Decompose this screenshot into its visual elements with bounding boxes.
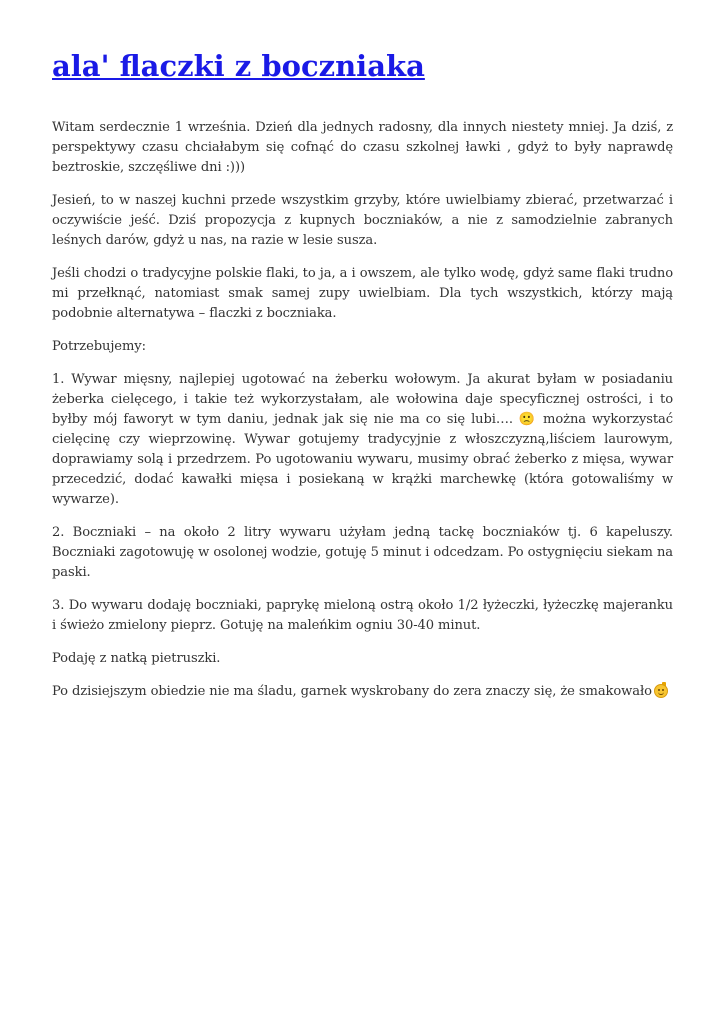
flaki-paragraph: Jeśli chodzi o tradycyjne polskie flaki, to ja, a i owszem, ale tylko wodę, gdyż same flaki trudno mi przełknąć, natomiast smak samej zupy uwielbiam. Dla tych wszystkich, którzy mają podobnie alternatywa – flaczki z boczniaka. [52,266,673,321]
intro-paragraph: Witam serdecznie 1 września. Dzień dla jednych radosny, dla innych niestety mniej. Ja dziś, z perspektywy czasu chciałabym się cofnąć do czasu szkolnej ławki , gdyż to były naprawdę beztroskie, szczęśliwe dni :))) [52,120,673,175]
step-3-paragraph: 3. Do wywaru dodaję boczniaki, paprykę mieloną ostrą około 1/2 łyżeczki, łyżeczkę majeranku i świeżo zmielony pieprz. Gotuję na maleńkim ogniu 30-40 minut. [52,598,673,633]
article-content [52,118,673,702]
step-2-paragraph: 2. Boczniaki – na około 2 litry wywaru użyłam jedną tackę boczniaków tj. 6 kapeluszy. Boczniaki zagotowuję w osolonej wodzie, gotuję 5 minut i odcedzam. Po ostygnięciu siekam na paski. [52,525,673,580]
serving-paragraph: Podaję z natką pietruszki. [52,651,221,666]
smile-emoji-icon [654,684,668,698]
step-1-paragraph: 1. Wywar mięsny, najlepiej ugotować na żeberku wołowym. Ja akurat byłam w posiadaniu żeberka cielęcego, i takie też wykorzystałam, ale wołowina daje specyficznej ostrości, i to byłby mój faworyt w tym daniu, jednak jak się nie ma co się lubi…. 🙁 można wykorzystać cielęcinę czy wieprzowinę. Wywar gotujemy tradycyjnie z włoszczyzną,liściem laurowym, doprawiamy solą i przedrzem. Po ugotowaniu wywaru, musimy obrać żeberko z mięsa, wywar przecedzić, dodać kawałki mięsa i posiekaną w krążki marchewkę (która gotowaliśmy w wywarze). [52,372,673,507]
closing-text: Po dzisiejszym obiedzie nie ma śladu, garnek wyskrobany do zera znaczy się, że smakowało [52,684,652,699]
article [52,0,673,715]
autumn-paragraph: Jesień, to w naszej kuchni przede wszystkim grzyby, które uwielbiamy zbierać, przetwarzać i oczywiście jeść. Dziś propozycja z kupnych boczniaków, a nie z samodzielnie zabranych leśnych darów, gdyż u nas, na razie w lesie susza. [52,193,673,248]
closing-paragraph [52,682,673,702]
ingredients-heading: Potrzebujemy: [52,339,146,354]
article-title-link[interactable]: ala' flaczki z boczniaka [52,49,425,83]
